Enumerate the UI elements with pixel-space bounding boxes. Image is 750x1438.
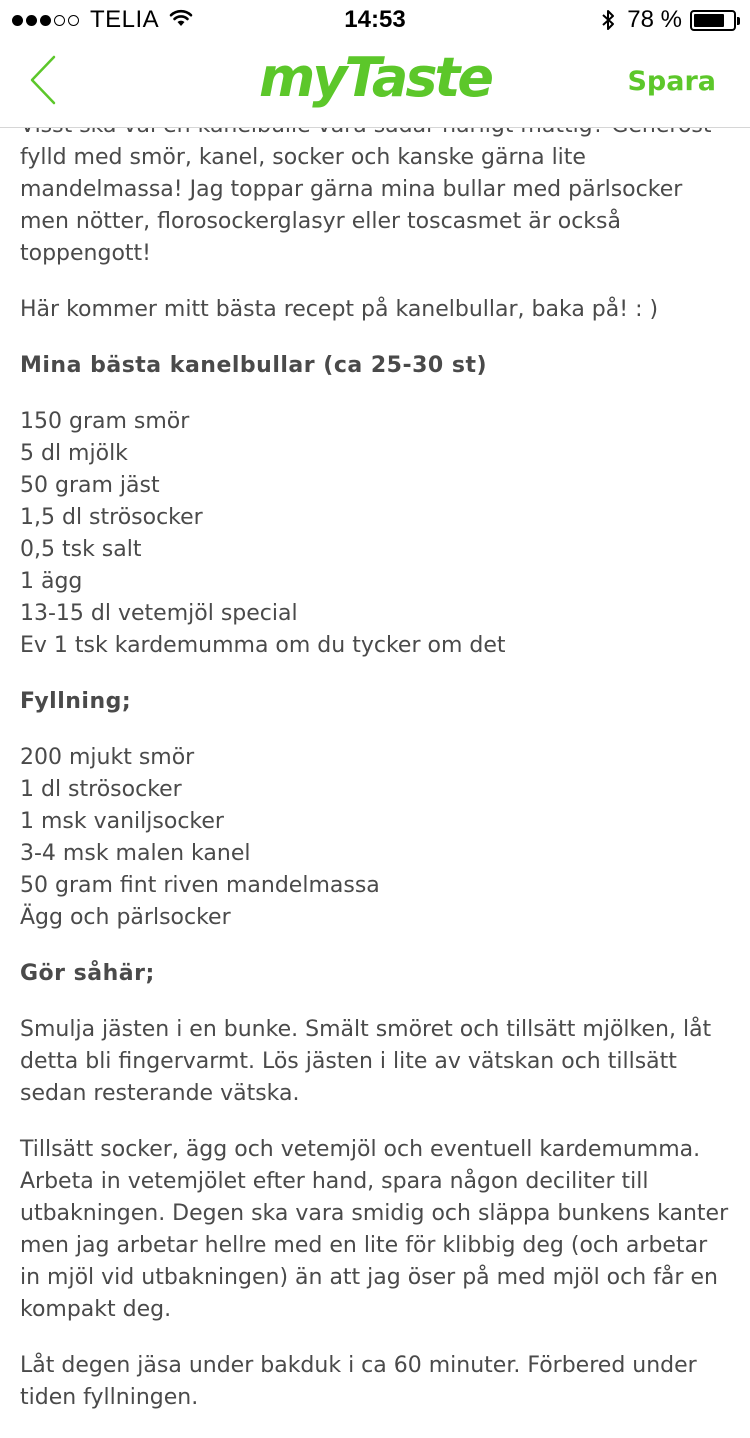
bluetooth-icon [601, 8, 615, 32]
recipe-heading: Mina bästa kanelbullar (ca 25-30 st) [20, 353, 488, 378]
intro-paragraph: fylld med smör, kanel, socker och kanske gärna lite mandelmassa! Jag toppar gärna mina bullar med pärlsocker men nötter, florosockerglasyr eller toscasmet är också toppengott! [20, 145, 683, 266]
ingredient-item: 0,5 tsk salt [20, 537, 142, 562]
status-bar [0, 0, 750, 40]
ingredient-item: 13-15 dl vetemjöl special [20, 601, 298, 626]
filling-item: 1 dl strösocker [20, 777, 182, 802]
ingredient-item: 5 dl mjölk [20, 441, 128, 466]
filling-item: 50 gram fint riven mandelmassa [20, 873, 380, 898]
clock: 14:53 [344, 6, 406, 33]
ingredient-item: 1,5 dl strösocker [20, 505, 203, 530]
filling-item: Ägg och pärlsocker [20, 905, 231, 930]
filling-item: 3-4 msk malen kanel [20, 841, 251, 866]
ingredient-item: 1 ägg [20, 569, 83, 594]
ingredient-item: Ev 1 tsk kardemumma om du tycker om det [20, 633, 506, 658]
status-right [601, 6, 736, 34]
method-heading: Gör såhär; [20, 961, 155, 986]
recipe-article [20, 110, 732, 1438]
ingredients-list [20, 406, 732, 662]
navigation-bar [0, 40, 750, 128]
battery-percentage: 78 % [627, 6, 682, 33]
method-paragraph: Tillsätt socker, ägg och vetemjöl och eventuell kardemumma. Arbeta in vetemjölet efter hand, spara någon deciliter till utbakningen. Degen ska vara smidig och släppa bunkens kanter men jag arbetar hellre med en lite för klibbig deg (och arbetar in mjöl vid utbakningen) än att jag öser på med mjöl och får en kompakt deg. [20, 1137, 729, 1322]
battery-tip [737, 17, 740, 25]
save-button[interactable]: Spara [627, 66, 716, 97]
mytaste-logo: myTaste [259, 46, 491, 109]
battery-icon [690, 10, 736, 31]
ingredient-item: 50 gram jäst [20, 473, 160, 498]
method-paragraph: Låt degen jäsa under bakduk i ca 60 minuter. Förbered under tiden fyllningen. [20, 1353, 697, 1410]
ingredient-item: 150 gram smör [20, 409, 190, 434]
filling-heading: Fyllning; [20, 689, 132, 714]
intro-paragraph: Här kommer mitt bästa recept på kanelbullar, baka på! : ) [20, 297, 659, 322]
filling-item: 1 msk vaniljsocker [20, 809, 224, 834]
filling-item: 200 mjukt smör [20, 745, 195, 770]
method-paragraph: Smulja jästen i en bunke. Smält smöret och tillsätt mjölken, låt detta bli fingervarmt. Lös jästen i lite av vätskan och tillsätt sedan resterande vätska. [20, 1017, 712, 1106]
filling-list [20, 742, 732, 934]
battery-fill [694, 14, 724, 27]
carrier-name: TELIA [90, 6, 160, 33]
